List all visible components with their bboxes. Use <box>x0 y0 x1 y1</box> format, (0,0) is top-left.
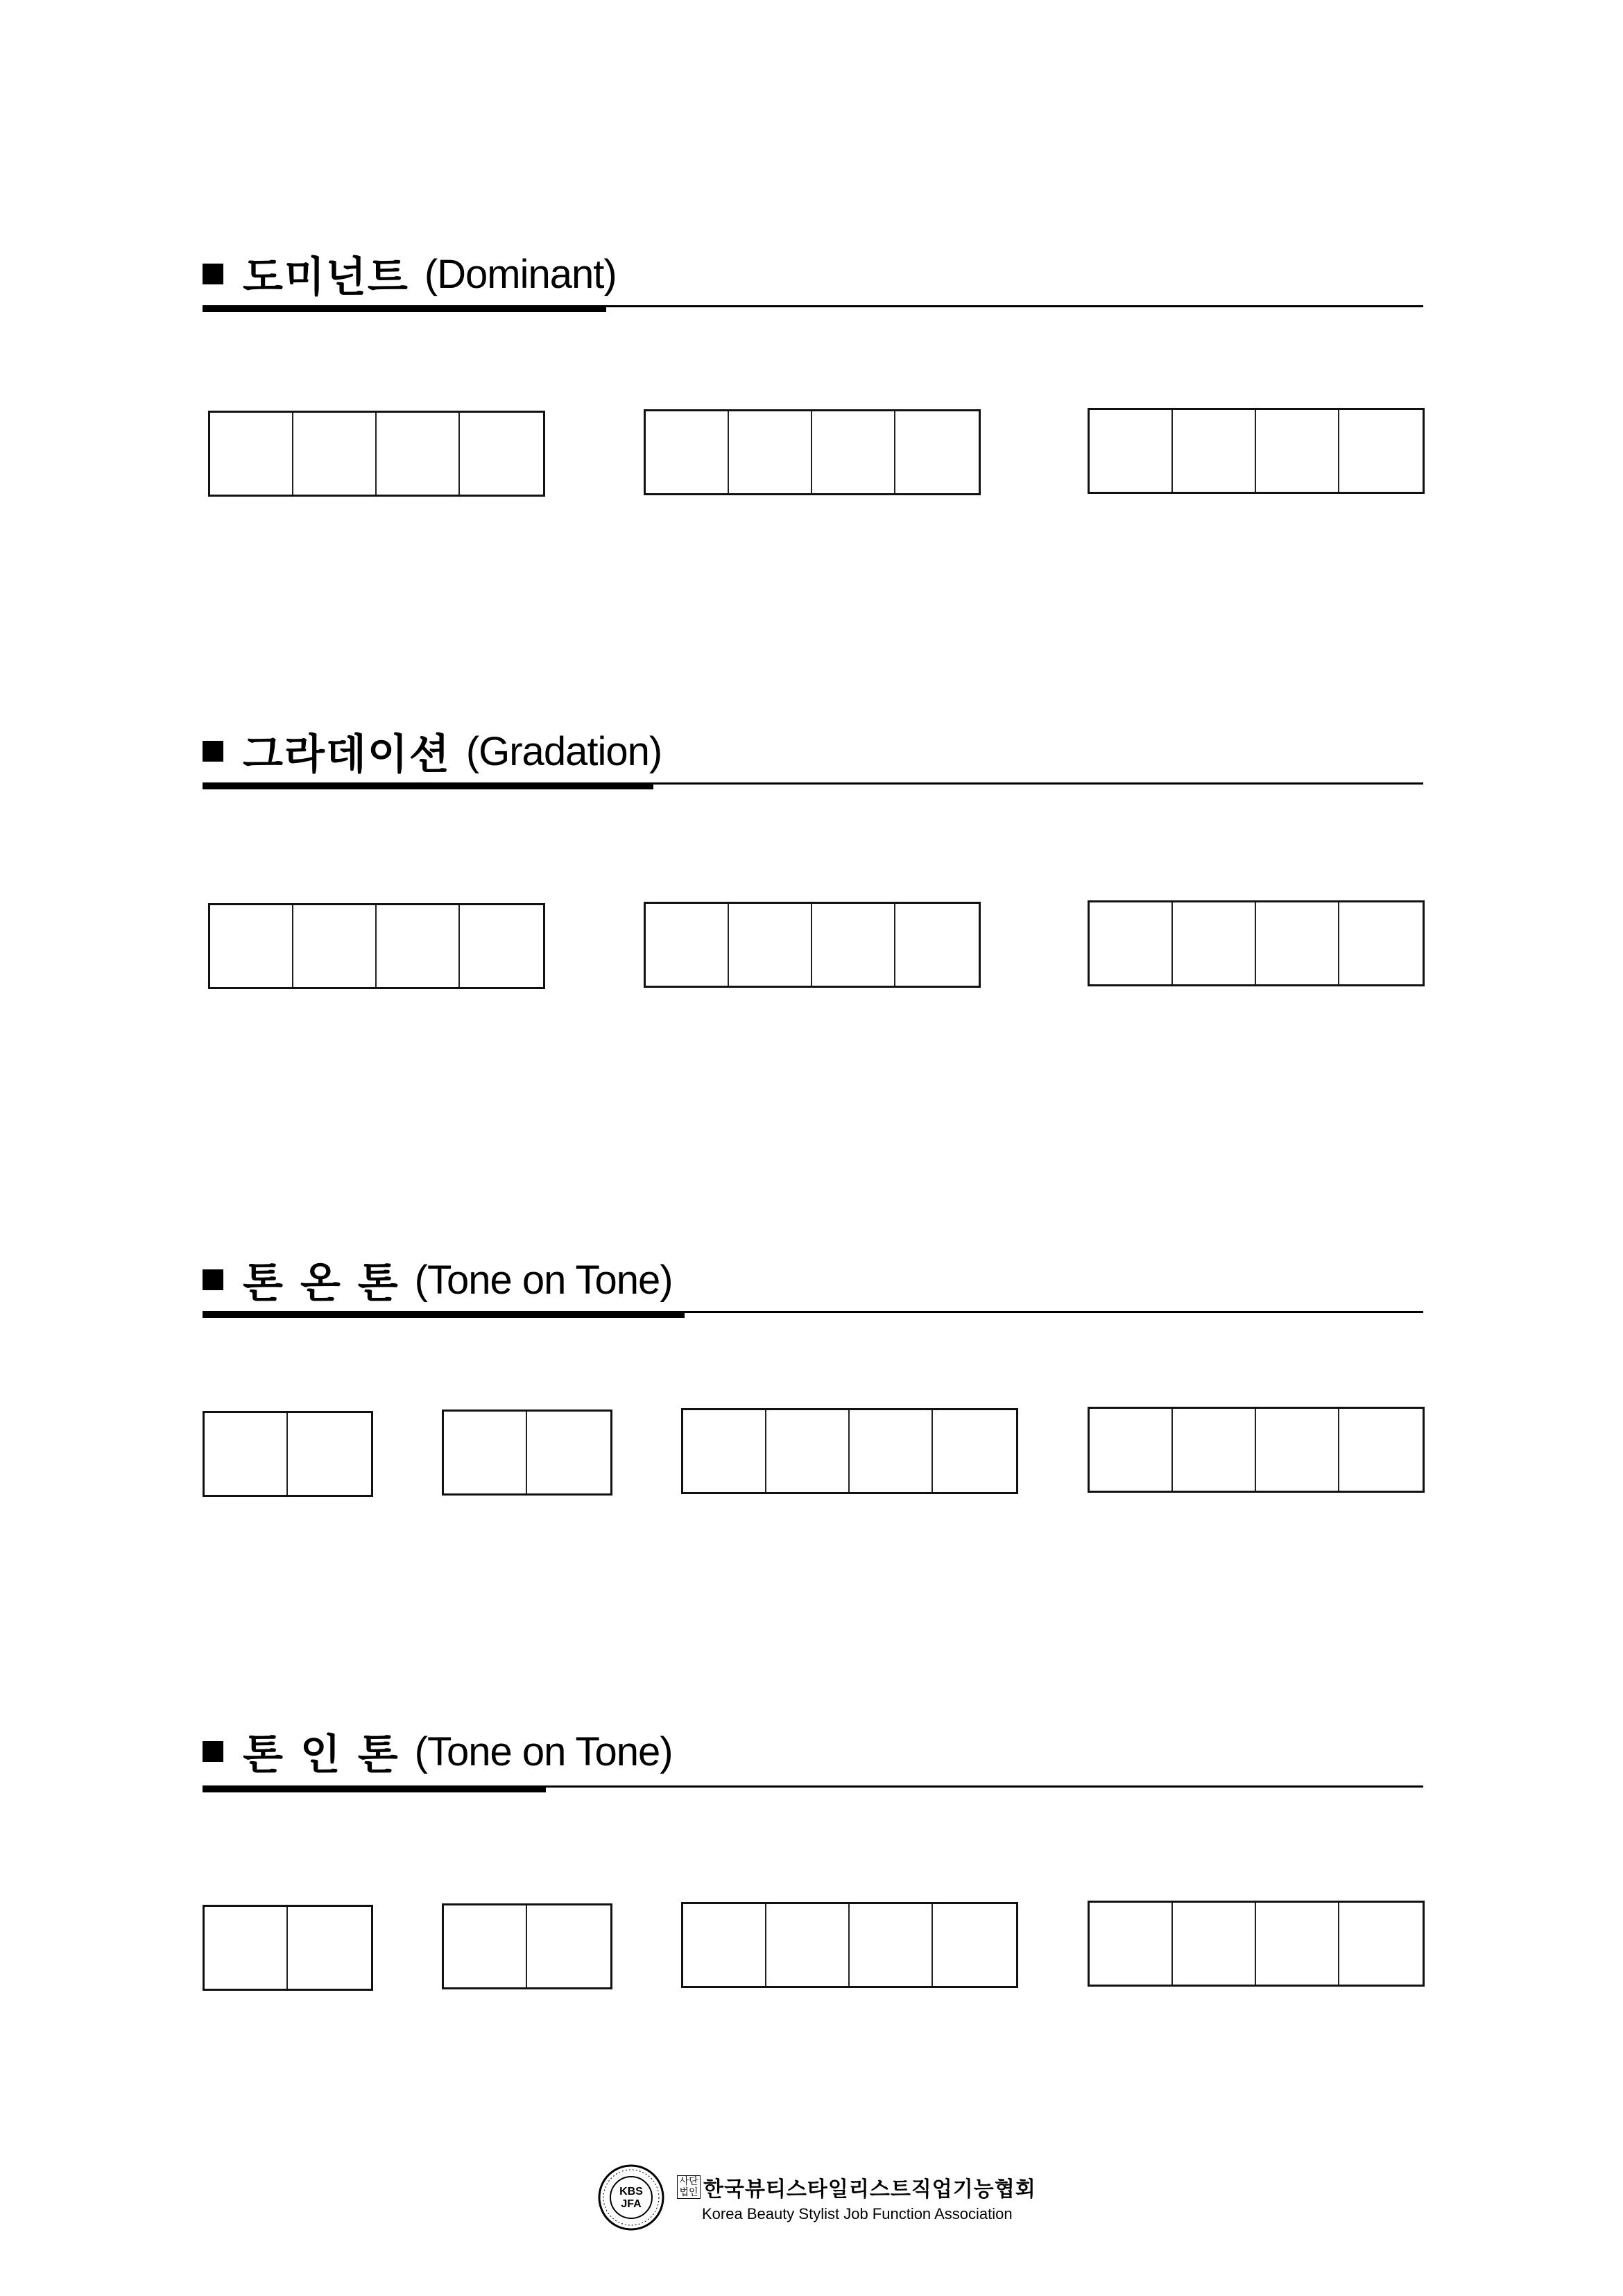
swatch-cell <box>377 905 460 987</box>
swatch-cell <box>1256 1903 1339 1985</box>
swatch-cell <box>1090 410 1173 492</box>
swatch-cell <box>1256 410 1339 492</box>
swatch-group <box>1088 1901 1425 1987</box>
swatch-group <box>208 411 545 497</box>
swatch-cell <box>1339 410 1423 492</box>
section-divider-accent <box>203 305 606 312</box>
swatch-cell <box>460 413 543 495</box>
section-title-english: (Gradation) <box>465 728 662 774</box>
swatch-cell <box>729 904 812 986</box>
swatch-cell <box>766 1904 850 1986</box>
swatch-cell <box>1256 1409 1339 1491</box>
square-bullet-icon <box>203 741 223 762</box>
section-title-korean: 톤 온 톤 <box>243 1259 400 1308</box>
section-title-korean: 도미넌트 <box>243 253 409 302</box>
footer <box>596 2163 1036 2232</box>
swatch-group <box>442 1410 612 1496</box>
association-name-english: Korea Beauty Stylist Job Function Association <box>702 2205 1013 2222</box>
swatch-group <box>681 1902 1018 1988</box>
swatch-group <box>681 1408 1018 1494</box>
section-title-tone-on-tone <box>203 1249 673 1311</box>
swatch-cell <box>1090 1903 1173 1985</box>
association-name-korean: 한국뷰티스타일리스트직업기능협회 <box>703 2177 1036 2202</box>
swatch-cell <box>1090 1409 1173 1491</box>
swatch-group <box>644 409 981 495</box>
swatch-cell <box>293 413 377 495</box>
swatch-group <box>208 903 545 989</box>
section-divider-accent <box>203 1785 546 1792</box>
swatch-cell <box>1173 1409 1256 1491</box>
swatch-cell <box>210 413 293 495</box>
swatch-cell <box>1339 1903 1423 1985</box>
section-title-korean: 그라데이션 <box>243 730 451 779</box>
org-type-prefix: 사단 법인 <box>677 2175 701 2199</box>
swatch-cell <box>683 1410 766 1492</box>
swatch-cell <box>377 413 460 495</box>
swatch-group <box>1088 1407 1425 1493</box>
swatch-cell <box>895 904 979 986</box>
section-title-english: (Tone on Tone) <box>414 1257 673 1303</box>
square-bullet-icon <box>203 1269 223 1290</box>
section-title-korean: 톤 인 톤 <box>243 1731 400 1779</box>
section-divider-accent <box>203 782 653 789</box>
swatch-cell <box>812 904 895 986</box>
swatch-cell <box>812 411 895 493</box>
swatch-cell <box>444 1412 527 1493</box>
swatch-group <box>1088 408 1425 494</box>
swatch-cell <box>444 1905 527 1987</box>
swatch-group <box>644 902 981 988</box>
swatch-cell <box>933 1904 1016 1986</box>
swatch-cell <box>850 1904 933 1986</box>
svg-text:JFA: JFA <box>621 2198 642 2210</box>
swatch-cell <box>288 1413 371 1495</box>
swatch-cell <box>1339 1409 1423 1491</box>
swatch-group <box>1088 900 1425 986</box>
section-title-english: (Tone on Tone) <box>414 1729 673 1774</box>
swatch-cell <box>1256 902 1339 984</box>
association-seal-icon <box>596 2163 666 2232</box>
swatch-cell <box>1090 902 1173 984</box>
swatch-cell <box>210 905 293 987</box>
section-title-english: (Dominant) <box>424 251 617 297</box>
swatch-cell <box>293 905 377 987</box>
swatch-cell <box>1339 902 1423 984</box>
swatch-cell <box>205 1907 288 1989</box>
swatch-cell <box>646 904 729 986</box>
swatch-group <box>442 1903 612 1989</box>
swatch-group <box>203 1411 373 1497</box>
swatch-cell <box>729 411 812 493</box>
svg-text:KBS: KBS <box>619 2186 643 2198</box>
square-bullet-icon <box>203 264 223 284</box>
section-title-tone-in-tone <box>203 1720 673 1783</box>
section-divider-accent <box>203 1311 685 1318</box>
swatch-cell <box>933 1410 1016 1492</box>
swatch-cell <box>683 1904 766 1986</box>
swatch-cell <box>766 1410 850 1492</box>
swatch-group <box>203 1905 373 1991</box>
swatch-cell <box>1173 1903 1256 1985</box>
swatch-cell <box>527 1412 610 1493</box>
swatch-cell <box>288 1907 371 1989</box>
swatch-cell <box>1173 902 1256 984</box>
swatch-cell <box>646 411 729 493</box>
section-title-gradation <box>203 720 662 782</box>
swatch-cell <box>850 1410 933 1492</box>
swatch-cell <box>205 1413 288 1495</box>
section-title-dominant <box>203 243 617 305</box>
swatch-cell <box>460 905 543 987</box>
swatch-cell <box>1173 410 1256 492</box>
swatch-cell <box>527 1905 610 1987</box>
swatch-cell <box>895 411 979 493</box>
square-bullet-icon <box>203 1741 223 1762</box>
